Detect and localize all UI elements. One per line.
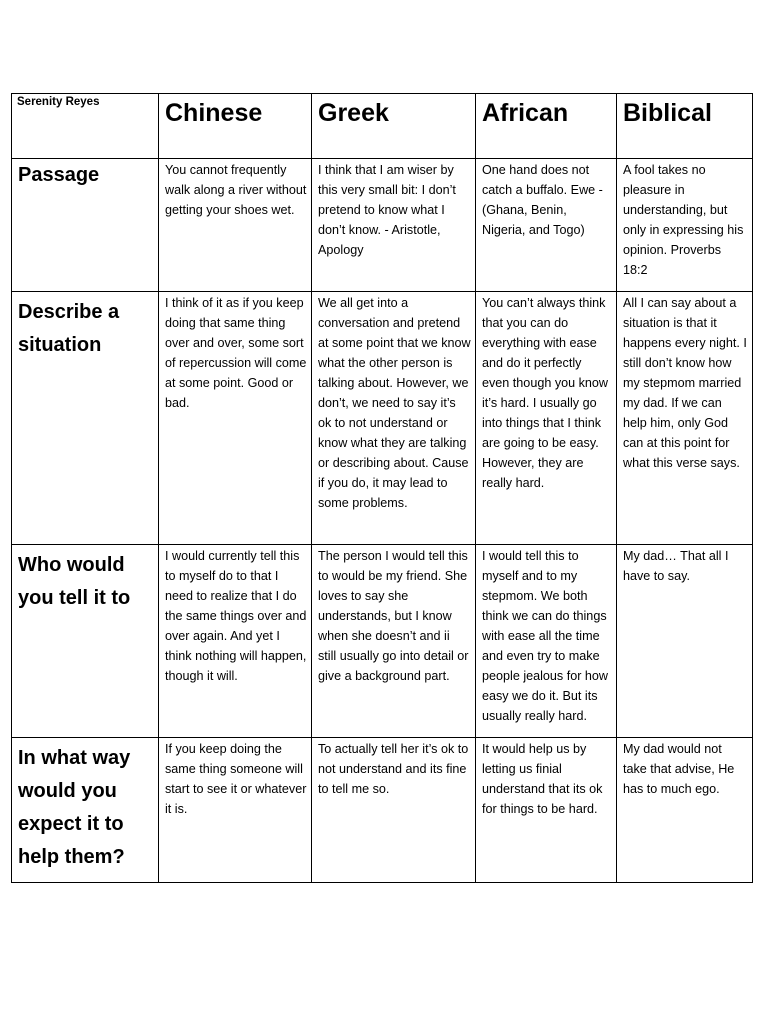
cell-text: I would tell this to myself and to my stepmom. We both think we can do things with ease all the time and even try to make people jealous for how easy we do it. But its usually really hard. [482,549,609,723]
row-header-label: Passage [18,164,100,186]
table-row-passage [12,159,753,292]
cell-text: To actually tell her it’s ok to not understand and its fine to tell me so. [318,742,469,796]
cell-text: You cannot frequently walk along a river without getting your shoes wet. [165,163,307,217]
table-row-situation [12,292,753,545]
table-cell [159,159,312,292]
cell-text: I would currently tell this to myself do to that I need to realize that I do the same things over and over again. And yet I think nothing will happen, though it will. [165,549,307,683]
column-header-biblical [617,94,753,159]
column-header-label: Biblical [623,99,712,127]
table-cell [159,545,312,738]
cell-text: I think of it as if you keep doing that same thing over and over, some sort of repercussion will come at some point. Good or bad. [165,296,307,410]
table-cell [476,545,617,738]
row-header-cell [12,738,159,883]
column-header-label: African [482,99,569,127]
column-header-label: Chinese [165,99,263,127]
table-cell [476,738,617,883]
column-header-label: Greek [318,99,389,127]
comparison-table [11,93,753,883]
cell-text: You can’t always think that you can do everything with ease and do it perfectly even though you know it’s hard. I usually go into things that I think are going to be easy. However, they are really hard. [482,296,609,490]
owner-cell [12,94,159,159]
cell-text: A fool takes no pleasure in understanding, but only in expressing his opinion. Proverbs 18:2 [623,163,744,277]
column-header-african [476,94,617,159]
column-header-chinese [159,94,312,159]
table-cell [617,738,753,883]
table-cell [476,292,617,545]
cell-text: We all get into a conversation and pretend at some point that we know what the other person is talking about. However, we don’t, we need to say it’s ok to not understand or know what they are talking or describing about. Cause if you do, it may lead to some problems. [318,296,471,510]
table-row-audience [12,545,753,738]
row-header-label: Describe a situation [18,301,120,356]
row-header-cell [12,292,159,545]
column-header-greek [312,94,476,159]
cell-text: My dad… That all I have to say. [623,549,729,583]
row-header-label: Who would you tell it to [18,554,131,609]
table-cell [476,159,617,292]
table-cell [312,545,476,738]
table-cell [312,738,476,883]
cell-text: I think that I am wiser by this very small bit: I don’t pretend to know what I don’t know. - Aristotle, Apology [318,163,456,257]
table-row-help [12,738,753,883]
table-cell [617,159,753,292]
row-header-cell [12,159,159,292]
table-cell [617,292,753,545]
cell-text: The person I would tell this to would be my friend. She loves to say she understands, but I know when she doesn’t and ii still usually go into detail or give a background part. [318,549,469,683]
row-header-cell [12,545,159,738]
student-name: Serenity Reyes [17,96,100,108]
header-row [12,94,753,159]
row-header-label: In what way would you expect it to help them? [18,747,131,868]
cell-text: My dad would not take that advise, He has to much ego. [623,742,735,796]
cell-text: All I can say about a situation is that it happens every night. I still don’t know how my stepmom married my dad. If we can help him, only God can at this point for what this verse says. [623,296,747,470]
table-cell [312,159,476,292]
table-cell [159,738,312,883]
table-cell [159,292,312,545]
cell-text: One hand does not catch a buffalo. Ewe - (Ghana, Benin, Nigeria, and Togo) [482,163,603,237]
cell-text: It would help us by letting us finial understand that its ok for things to be hard. [482,742,603,816]
table-cell [312,292,476,545]
cell-text: If you keep doing the same thing someone will start to see it or whatever it is. [165,742,307,816]
table-cell [617,545,753,738]
